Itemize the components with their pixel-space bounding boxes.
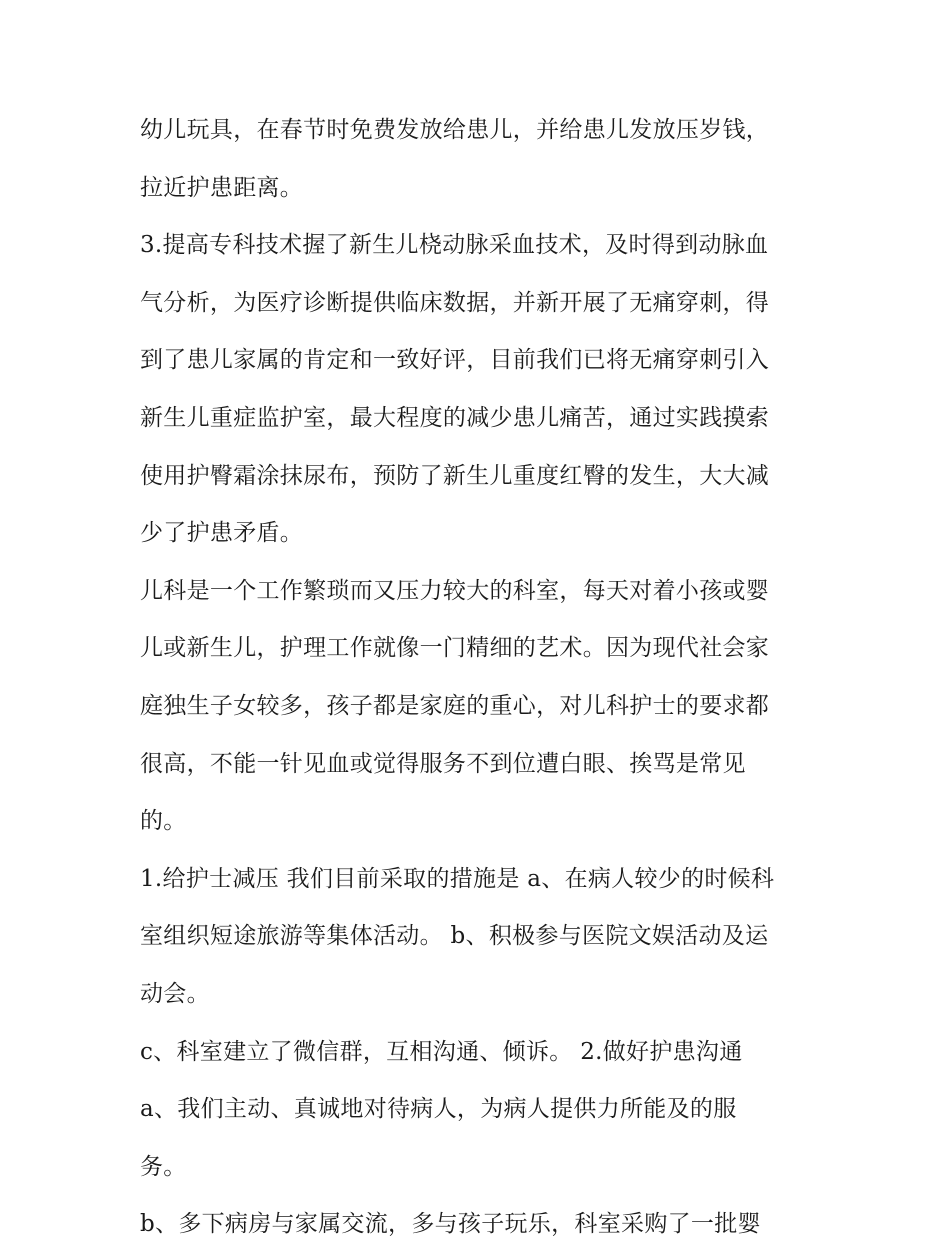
text-line: 务。: [140, 1153, 187, 1180]
text-line: 很高，不能一针见血或觉得服务不到位遭白眼、挨骂是常见: [140, 750, 746, 777]
text-line: 的。: [140, 808, 187, 835]
text-line: 儿或新生儿，护理工作就像一门精细的艺术。因为现代社会家: [140, 635, 770, 662]
text-line: 儿科是一个工作繁琐而又压力较大的科室，每天对着小孩或婴: [140, 577, 770, 604]
text-line: 使用护臀霜涂抹尿布，预防了新生儿重度红臀的发生，大大减: [140, 462, 770, 489]
text-line: 新生儿重症监护室，最大程度的减少患儿痛苦，通过实践摸索: [140, 404, 770, 431]
text-line: 庭独生子女较多，孩子都是家庭的重心，对儿科护士的要求都: [140, 692, 770, 719]
text-line: 到了患儿家属的肯定和一致好评，目前我们已将无痛穿刺引入: [140, 347, 770, 374]
text-line: 1.给护士减压 我们目前采取的措施是 a、在病人较少的时候科: [140, 865, 775, 892]
text-line: 拉近护患距离。: [140, 174, 304, 201]
text-line: 少了护患矛盾。: [140, 520, 304, 547]
text-line: 3.提高专科技术握了新生儿桡动脉采血技术，及时得到动脉血: [140, 232, 769, 259]
text-line: 气分析，为医疗诊断提供临床数据，并新开展了无痛穿刺，得: [140, 289, 770, 316]
text-line: a、我们主动、真诚地对待病人，为病人提供力所能及的服: [140, 1096, 737, 1123]
text-line: b、多下病房与家属交流，多与孩子玩乐，科室采购了一批婴: [140, 1211, 761, 1238]
text-line: c、科室建立了微信群，互相沟通、倾诉。 2.做好护患沟通: [140, 1038, 743, 1065]
text-line: 动会。: [140, 980, 210, 1007]
document-body: [140, 102, 830, 1254]
text-line: 室组织短途旅游等集体活动。 b、积极参与医院文娱活动及运: [140, 923, 769, 950]
text-line: 幼儿玩具，在春节时免费发放给患儿，并给患儿发放压岁钱，: [140, 117, 770, 143]
